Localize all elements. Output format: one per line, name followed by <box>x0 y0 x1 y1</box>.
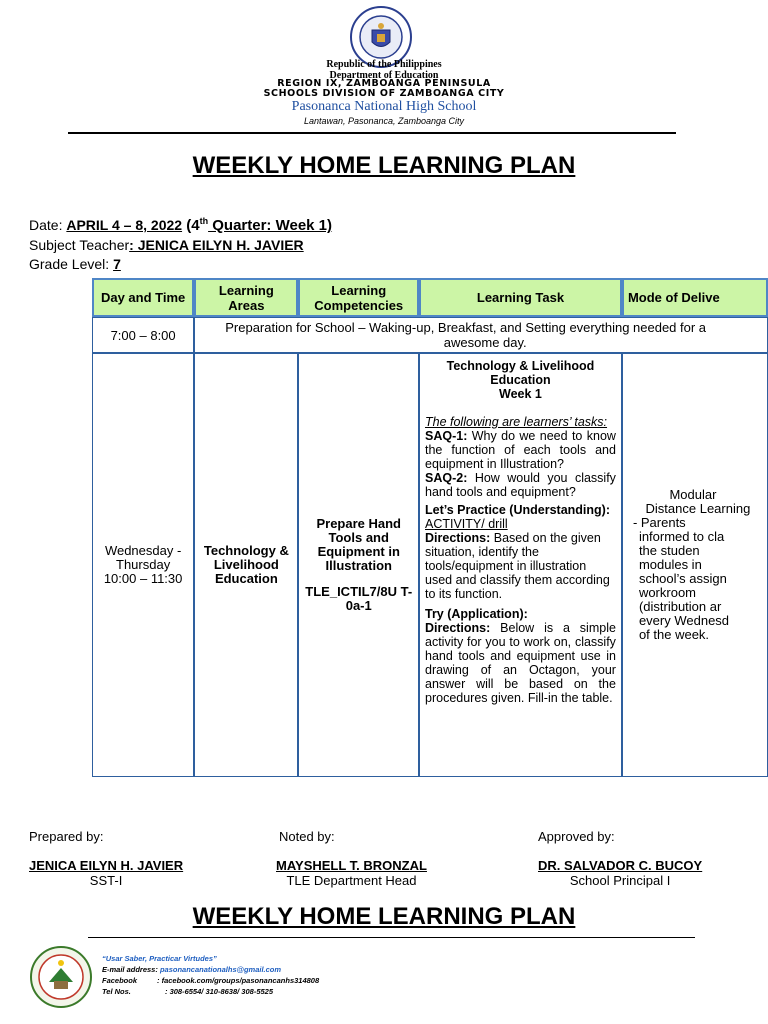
page-title-repeat: WEEKLY HOME LEARNING PLAN <box>192 903 576 930</box>
approved-name: DR. SALVADOR C. BUCOY <box>538 858 703 873</box>
col-header-competencies: Learning Competencies <box>298 278 419 317</box>
learning-plan-table <box>92 278 768 777</box>
mode-line: of the week. <box>638 627 710 642</box>
noted-label: Noted by: <box>279 829 335 844</box>
school-logo <box>30 946 92 1008</box>
footer-divider <box>88 937 695 938</box>
header-division: SCHOOLS DIVISION OF ZAMBOANGA CITY <box>263 88 505 99</box>
grade-value: 7 <box>113 256 121 272</box>
row2-competency <box>298 353 419 777</box>
mode-line: informed to cla <box>638 529 725 544</box>
row2-code: TLE_ICTIL7/8U T-0a-1 <box>305 584 413 613</box>
mode-line: the studen <box>638 543 700 558</box>
quarter-open: (4 <box>182 217 200 234</box>
task-saq1: SAQ-1: Why do we need to know the function of each tools and equipment in Illustration? <box>425 429 616 471</box>
col-header-areas: Learning Areas <box>194 278 298 317</box>
footer-email[interactable]: pasonancanationalhs@gmail.com <box>159 965 282 974</box>
date-label: Date: <box>29 217 67 233</box>
row1-activity <box>194 317 768 353</box>
row2-time: 10:00 – 11:30 <box>103 571 183 586</box>
row2-mode <box>622 353 768 777</box>
mode-line: every Wednesd <box>638 613 730 628</box>
prepared-label: Prepared by: <box>29 829 104 844</box>
prepared-block <box>29 829 103 844</box>
footer-facebook-line: Facebook : facebook.com/groups/pasonancanhs314808 <box>102 976 320 985</box>
approved-label: Approved by: <box>538 829 615 844</box>
row1-time: 7:00 – 8:00 <box>92 317 194 353</box>
teacher-value: : JENICA EILYN H. JAVIER <box>129 237 304 253</box>
footer-email-line: E-mail address: pasonancanationalhs@gmail.com <box>102 965 282 974</box>
task-practice: Let’s Practice (Understanding): ACTIVITY/ drill <box>425 503 610 531</box>
header-department: Department of Education <box>329 70 439 81</box>
header-region: REGION IX, ZAMBOANGA PENINSULA <box>277 78 491 89</box>
footer-tel: : 308-6554/ 310-8638/ 308-5525 <box>165 987 274 996</box>
col-header-day: Day and Time <box>92 278 194 317</box>
row2-task <box>419 353 622 777</box>
grade-label: Grade Level: <box>29 256 114 272</box>
prepared-role: SST-I <box>89 873 123 888</box>
footer-tel-line: Tel Nos. : 308-6554/ 310-8638/ 308-5525 <box>102 987 274 996</box>
row1-text: Preparation for School – Waking-up, Breakfast, and Setting everything needed for a <box>225 320 707 335</box>
quarter-sup: th <box>199 216 209 226</box>
mode-title2: Distance Learning <box>645 501 751 516</box>
row2-competency-text: Prepare Hand Tools and Equipment in Illustration <box>316 516 402 573</box>
row2-day2: Thursday <box>116 557 171 572</box>
task-intro: The following are learners’ tasks: <box>425 415 608 429</box>
row1-text2: awesome day. <box>443 335 527 350</box>
noted-block <box>279 829 335 844</box>
task-title: Technology & Livelihood Education <box>446 359 595 387</box>
row2-day: Wednesday - <box>104 543 182 558</box>
noted-role: TLE Department Head <box>286 873 417 888</box>
col-header-task: Learning Task <box>419 278 622 317</box>
approved-block <box>538 829 615 844</box>
date-value: APRIL 4 – 8, 2022 <box>66 217 183 233</box>
col-header-mode: Mode of Delive <box>622 278 768 317</box>
table-row <box>92 353 768 777</box>
row2-area: Technology & Livelihood Education <box>194 353 298 777</box>
mode-line: - Parents <box>632 515 686 530</box>
table-row <box>92 317 768 353</box>
task-saq2: SAQ-2: How would you classify hand tools and equipment? <box>425 471 616 499</box>
noted-name: MAYSHELL T. BRONZAL <box>276 858 427 873</box>
mode-title: Modular <box>669 487 717 502</box>
mode-line: (distribution ar <box>638 599 722 614</box>
task-directions-2: Directions: Below is a simple activity for you to work on, classify hand tools and equipment use in drawing of an Octagon, your answer will be based on the procedures given. Fill-in the table. <box>425 621 616 705</box>
footer-facebook[interactable]: : facebook.com/groups/pasonancanhs314808 <box>157 976 320 985</box>
quarter-rest: Quarter: Week 1) <box>208 217 333 234</box>
footer-motto: “Usar Saber, Practicar Virtudes” <box>102 954 217 963</box>
mode-line: modules in <box>638 557 702 572</box>
header-school: Pasonanca National High School <box>291 99 477 114</box>
page-title: WEEKLY HOME LEARNING PLAN <box>192 152 576 179</box>
approved-role: School Principal I <box>569 873 671 888</box>
task-try: Try (Application): <box>425 607 528 621</box>
teacher-label: Subject Teacher <box>29 237 130 253</box>
prepared-name: JENICA EILYN H. JAVIER <box>29 858 184 873</box>
header-address: Lantawan, Pasonanca, Zamboanga City <box>303 116 465 126</box>
header-republic: Republic of the Philippines <box>326 59 442 70</box>
mode-line: workroom <box>638 585 697 600</box>
task-directions-1: Directions: Based on the given situation, identify the tools/equipment in illustration used and classify them according to its function. <box>425 531 610 601</box>
row2-day-time <box>92 353 194 777</box>
table-header-row <box>92 278 768 317</box>
mode-line: school’s assign <box>638 571 727 586</box>
task-week: Week 1 <box>499 387 542 401</box>
